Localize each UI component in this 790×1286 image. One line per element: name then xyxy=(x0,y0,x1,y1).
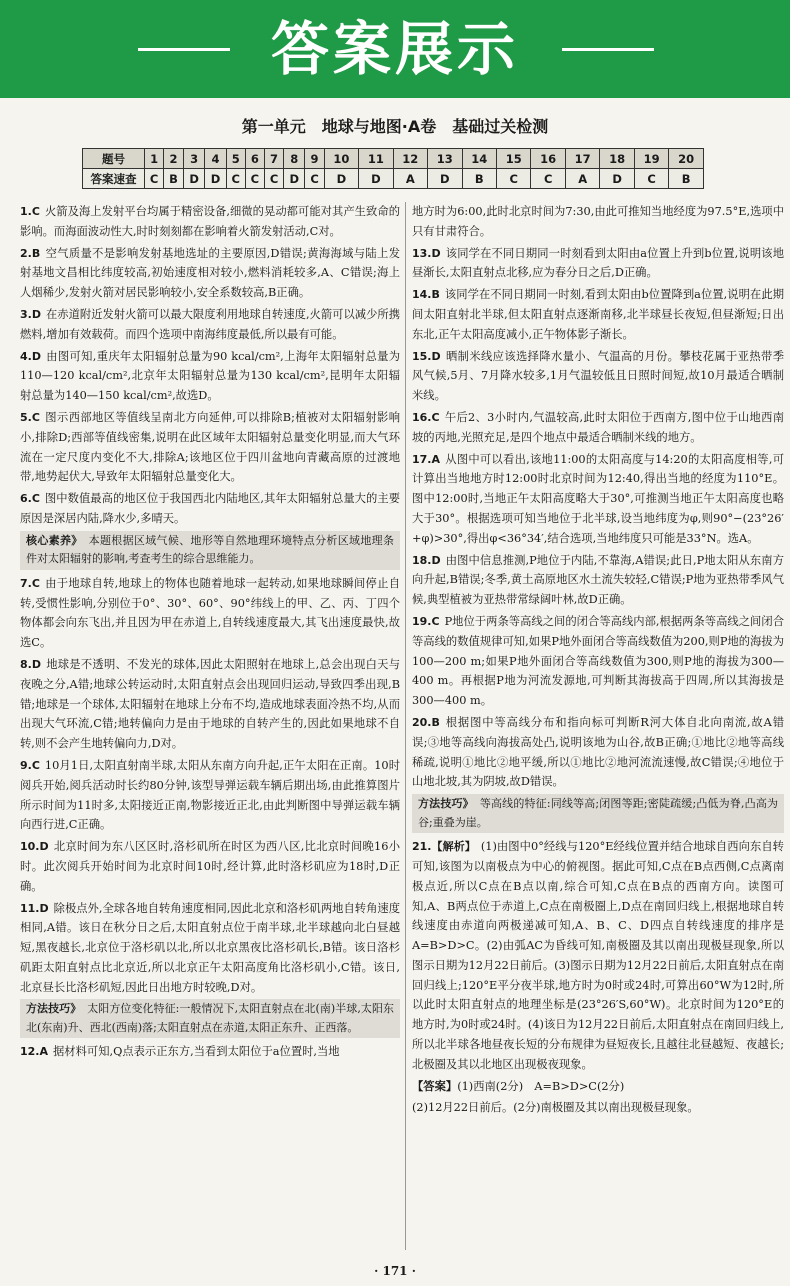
item-number: 5.C xyxy=(20,410,40,424)
answer-cell: D xyxy=(205,169,226,189)
question-number: 4 xyxy=(205,149,226,169)
item-number: 12.A xyxy=(20,1045,48,1059)
question-number: 12 xyxy=(393,149,427,169)
method-tip xyxy=(412,794,784,833)
tip-label: 核心素养》 xyxy=(26,533,83,547)
answer-explanation xyxy=(412,837,784,1075)
answer-cell: C xyxy=(264,169,283,189)
answer-cell: C xyxy=(496,169,530,189)
question-number: 16 xyxy=(531,149,565,169)
question-number: 17 xyxy=(565,149,599,169)
item-text: 图示西部地区等值线呈南北方向延伸,可以排除B;植被对太阳辐射影响小,排除D;西部等值线密集,说明在此区域年太阳辐射总量变化明显,而大气环流在一定尺度内变化不大,排除A;该地区位于四川盆地向青藏高原的过渡地带,地势起伏大,导致年太阳辐射总量变化大。 xyxy=(20,410,400,484)
item-number: 11.D xyxy=(20,901,49,915)
item-text: 据材料可知,Q点表示正东方,当看到太阳位于a位置时,当地 xyxy=(53,1045,340,1059)
item-number: 1.C xyxy=(20,205,40,218)
question-number: 8 xyxy=(284,149,305,169)
answer-explanation xyxy=(20,489,400,529)
item-text: 空气质量不是影响发射基地选址的主要原因,D错误;黄海海域与陆上发射基地文昌相比纬度较高,初始速度相对较小,燃料消耗较多,A、C错误;海上人烟稀少,发射火箭对居民影响较小,安全系数较高,B正确。 xyxy=(20,246,400,300)
question-number: 6 xyxy=(245,149,264,169)
item-number: 13.D xyxy=(412,246,441,260)
answer-explanation xyxy=(20,574,400,653)
item-text: 图中数值最高的地区位于我国西北内陆地区,其年太阳辐射总量大的主要原因是深居内陆,降水少,多晴天。 xyxy=(20,492,400,525)
item-number: 21.【解析】 xyxy=(412,840,476,854)
question-number: 10 xyxy=(324,149,358,169)
banner-title: 答案展示 xyxy=(270,15,519,83)
answer-explanation xyxy=(412,285,784,344)
tip-label: 方法技巧》 xyxy=(26,1002,82,1016)
item-text: 由图中信息推测,P地位于内陆,不靠海,A错误;此日,P地太阳从东南方向升起,B错误;冬季,黄土高原地区水土流失较轻,C错误;P地为亚热带季风气候,典型植被为亚热带常绿阔叶林,故D正确。 xyxy=(412,553,784,607)
item-text: (1)由图中0°经线与120°E经线位置并结合地球自西向东自转可知,该图为以南极点为中心的俯视图。据此可知,C点在B点西侧,C点离南极点近,所以C点在B点以南,综合可知,C点在B点的西南方向。读图可知,A、B两点位于赤道上,C点在南极圈上,D点在南回归线上,根据地球自转线速度由赤道向两极递减可知,A、B、C、D四点自转线速度的排序是A=B>D>C。(2)由弧AC为昏线可知,南极圈及其以南出现极昼现象,所以图示日期为12月22日前后。(3)图示日期为12月22日前后,太阳直射点在南回归线上;120°E平分夜半球,地方时为0时或24时,可算出60°W为12时,所以此时太阳直射点的地理坐标是(23°26′S,60°W)。北京时间为120°E的地方时,为0时或24时。(4)该日为12月22日前后,太阳直射点在南回归线上,所以北半球各地昼夜长短的分布规律为昼短夜长,且越往北昼越短、夜越长;北极圈及其以北地区出现极夜现象。 xyxy=(412,840,784,1071)
unit-title: 第一单元 地球与地图·A卷 基础过关检测 xyxy=(241,117,549,136)
answer-explanation xyxy=(20,756,400,835)
answer-cell: B xyxy=(462,169,496,189)
answer-explanation xyxy=(412,713,784,792)
answer-cell: C xyxy=(531,169,565,189)
question-number: 20 xyxy=(669,149,704,169)
item-number: 20.B xyxy=(412,715,440,729)
answer-explanation xyxy=(20,899,400,998)
answer-explanation xyxy=(412,551,784,610)
item-number: 14.B xyxy=(412,288,440,302)
answer-explanation xyxy=(412,450,784,549)
answer-explanation xyxy=(412,612,784,711)
column-divider xyxy=(405,202,406,1250)
question-number: 2 xyxy=(164,149,184,169)
question-number: 1 xyxy=(145,149,164,169)
item-text: 该同学在不同日期同一时刻看到太阳由a位置上升到b位置,说明该地昼渐长,太阳直射点北移,应为春分日之后,D正确。 xyxy=(412,246,784,280)
answer-cell: D xyxy=(284,169,305,189)
item-number: 8.D xyxy=(20,657,41,671)
answer-cell: C xyxy=(245,169,264,189)
core-literacy-tip xyxy=(20,531,400,570)
right-column xyxy=(412,202,784,1120)
answer-explanation xyxy=(20,837,400,896)
answer-cell: B xyxy=(164,169,184,189)
item-number: 2.B xyxy=(20,246,41,260)
answer-cell: C xyxy=(634,169,668,189)
item-text: 根据图中等高线分布和指向标可判断R河大体自北向南流,故A错误;③地等高线向海拔高处凸,说明该地为山谷,故B正确;①地比②地等高线稀疏,说明①地比②地平缓,所以①地比②地河流流速慢,故C错误;④地位于山地北坡,其为阴坡,故D错误。 xyxy=(412,715,784,789)
tip-label: 方法技巧》 xyxy=(418,797,474,811)
item-text: 午后2、3小时内,气温较高,此时太阳位于西南方,图中位于山地西南坡的丙地,光照充足,是四个地点中最适合晒制米线的地方。 xyxy=(412,410,784,444)
question-number: 15 xyxy=(496,149,530,169)
banner-right-rule xyxy=(562,48,654,51)
item-number: 3.D xyxy=(20,307,41,321)
item-number: 15.D xyxy=(412,349,441,363)
item-number: 7.C xyxy=(20,576,40,590)
item-number: 17.A xyxy=(412,452,440,466)
answer-quick-check-table xyxy=(82,148,704,189)
item-number: 10.D xyxy=(20,840,49,854)
item-number: 18.D xyxy=(412,553,441,567)
row-label-answer: 答案速查 xyxy=(83,169,145,189)
question-number: 7 xyxy=(264,149,283,169)
question-number: 5 xyxy=(226,149,245,169)
tip-text: 本题根据区域气候、地形等自然地理环境特点分析区域地理条件对太阳辐射的影响,考查考生的综合思维能力。 xyxy=(26,533,395,566)
answer-label: 【答案】 xyxy=(412,1079,458,1093)
answer-explanation xyxy=(412,408,784,448)
answer-explanation xyxy=(20,244,400,303)
answer-explanation xyxy=(412,347,784,406)
question-number: 3 xyxy=(183,149,204,169)
item-text: 由于地球自转,地球上的物体也随着地球一起转动,如果地球瞬间停止自转,受惯性影响,分别位于0°、30°、60°、90°纬线上的甲、乙、丙、丁四个物体都会向东飞出,并且因为甲在赤道上,自转线速度最大,其飞出速度最快,故选C。 xyxy=(20,576,400,650)
answer-explanation xyxy=(412,244,784,284)
final-answer xyxy=(412,1077,784,1097)
answer-text: (2)12月22日前后。(2分)南极圈及其以南出现极昼现象。 xyxy=(412,1101,699,1115)
answer-explanation-continued xyxy=(412,202,784,242)
tip-text: 太阳方位变化特征:一般情况下,太阳直射点在北(南)半球,太阳东北(东南)升、西北(西南)落;太阳直射点在赤道,太阳正东升、正西落。 xyxy=(26,1002,395,1034)
answer-cell: B xyxy=(669,169,704,189)
method-tip xyxy=(20,999,400,1038)
question-number: 14 xyxy=(462,149,496,169)
answer-text: (1)西南(2分) A=B>D>C(2分) xyxy=(457,1079,625,1093)
answer-explanation xyxy=(20,305,400,345)
answer-cell: C xyxy=(226,169,245,189)
answer-cell: D xyxy=(428,169,462,189)
item-text: 北京时间为东八区区时,洛杉矶所在时区为西八区,比北京时间晚16小时。此次阅兵开始时间为北京时间10时,经计算,此时洛杉矶应为18时,D正确。 xyxy=(20,840,400,893)
tip-text: 等高线的特征:同线等高;闭图等距;密陡疏缓;凸低为脊,凸高为谷;重叠为崖。 xyxy=(418,797,779,829)
answer-explanation xyxy=(20,347,400,406)
answer-cell: D xyxy=(600,169,634,189)
item-number: 4.D xyxy=(20,349,41,363)
answer-cell: D xyxy=(324,169,358,189)
item-text: P地位于两条等高线之间的闭合等高线内部,根据两条等高线之间闭合等高线的数值规律可知,如果P地外面闭合等高线数值为200,则P地的海拔为100—200 m;如果P地外面闭合等高线数值为300,则P地的海拔为300—400 m。再根据P地为河流发源地,可判断其海拔高于四周,所以其海拔是300—400 m。 xyxy=(412,614,784,708)
page-number: · 171 · xyxy=(374,1264,416,1278)
item-text: 该同学在不同日期同一时刻,看到太阳由b位置降到a位置,说明在此期间太阳直射北半球,但太阳直射点逐渐南移,北半球昼长夜短,但昼渐短;日出东北,正午太阳高度减小,正午物体影子渐长。 xyxy=(412,288,784,341)
answer-row xyxy=(83,169,704,189)
answer-explanation xyxy=(20,1042,400,1062)
item-text: 在赤道附近发射火箭可以最大限度利用地球自转速度,火箭可以减少所携燃料,增加有效载荷。而四个选项中南海纬度最低,所以最有可能。 xyxy=(20,307,400,341)
answer-cell: D xyxy=(359,169,393,189)
item-number: 6.C xyxy=(20,492,40,506)
item-text: 从图中可以看出,该地11:00的太阳高度与14:20的太阳高度相等,可计算出当地地方时12:00时北京时间为12:40,得出当地的经度为110°E。图中12:00时,当地正午太阳高度略大于30°,可推测当地正午太阳高度也略大于30°。根据选项可知当地位于北半球,设当地纬度为φ,则90°−(23°26′+φ)>30°,得出φ<36°34′,结合选项,当地纬度只可能是33°N。选A。 xyxy=(412,452,784,545)
question-number: 18 xyxy=(600,149,634,169)
answer-cell: A xyxy=(565,169,599,189)
row-label-number: 题号 xyxy=(83,149,145,169)
item-text: 10月1日,太阳直射南半球,太阳从东南方向升起,正午太阳在正南。10时阅兵开始,阅兵活动时长约80分钟,该型导弹运载车辆后期出场,由此推算图片所示时间为11时多,太阳接近正南,物影接近正北,由此判断图中导弹运载车辆向西行进,C正确。 xyxy=(20,758,400,832)
answer-cell: C xyxy=(145,169,164,189)
item-text: 地球是不透明、不发光的球体,因此太阳照射在地球上,总会出现白天与夜晚之分,A错;地球公转运动时,太阳直射点会出现回归运动,导致四季出现,B错;地球是一个球体,太阳辐射在地球上分布不均,造成地球表面冷热不均,从而出现大气环流,C错;地转偏向力是由于地球的自转产生的,因此如果地球不自转,则不会产生地转偏向力,D对。 xyxy=(20,657,400,751)
item-text: 除极点外,全球各地自转角速度相同,因此北京和洛杉矶两地自转角速度相同,A错。该日在秋分日之后,太阳直射点位于南半球,北半球越向北白昼越短,黑夜越长,北京位于洛杉矶以北,所以北京黑夜比洛杉矶长,B错。该日洛杉矶距太阳直射点比北京近,所以北京正午太阳高度角比洛杉矶小,C错。该日,北京昼长比洛杉矶短,因此日出地方时较晚,D对。 xyxy=(20,901,400,994)
final-answer-line xyxy=(412,1098,784,1118)
item-text: 由图可知,重庆年太阳辐射总量为90 kcal/cm²,上海年太阳辐射总量为110—120 kcal/cm²,北京年太阳辐射总量为130 kcal/cm²,昆明年太阳辐射总量为140—150 kcal/cm²,故选D。 xyxy=(20,349,400,403)
question-number: 9 xyxy=(305,149,324,169)
question-number: 19 xyxy=(634,149,668,169)
left-column xyxy=(20,202,400,1064)
question-number: 13 xyxy=(428,149,462,169)
answer-explanation xyxy=(20,408,400,487)
answer-cell: A xyxy=(393,169,427,189)
answer-explanation xyxy=(20,655,400,754)
item-text: 晒制米线应该选择降水量小、气温高的月份。攀枝花属于亚热带季风气候,5月、7月降水较多,1月气温较低且日照时间短,故10月最适合晒制米线。 xyxy=(412,349,784,403)
answer-explanation xyxy=(20,202,400,242)
item-number: 19.C xyxy=(412,614,440,628)
answer-cell: C xyxy=(305,169,324,189)
item-text: 地方时为6:00,此时北京时间为7:30,由此可推知当地经度为97.5°E,选项中只有甘肃符合。 xyxy=(412,205,784,238)
header-banner xyxy=(0,0,790,98)
question-number-row xyxy=(83,149,704,169)
item-number: 16.C xyxy=(412,410,440,424)
question-number: 11 xyxy=(359,149,393,169)
item-text: 火箭及海上发射平台均属于精密设备,细微的晃动都可能对其产生致命的影响。而海面波动性大,时时刻刻都在影响着火箭发射活动,C对。 xyxy=(20,205,400,238)
answer-cell: D xyxy=(183,169,204,189)
item-number: 9.C xyxy=(20,758,40,772)
